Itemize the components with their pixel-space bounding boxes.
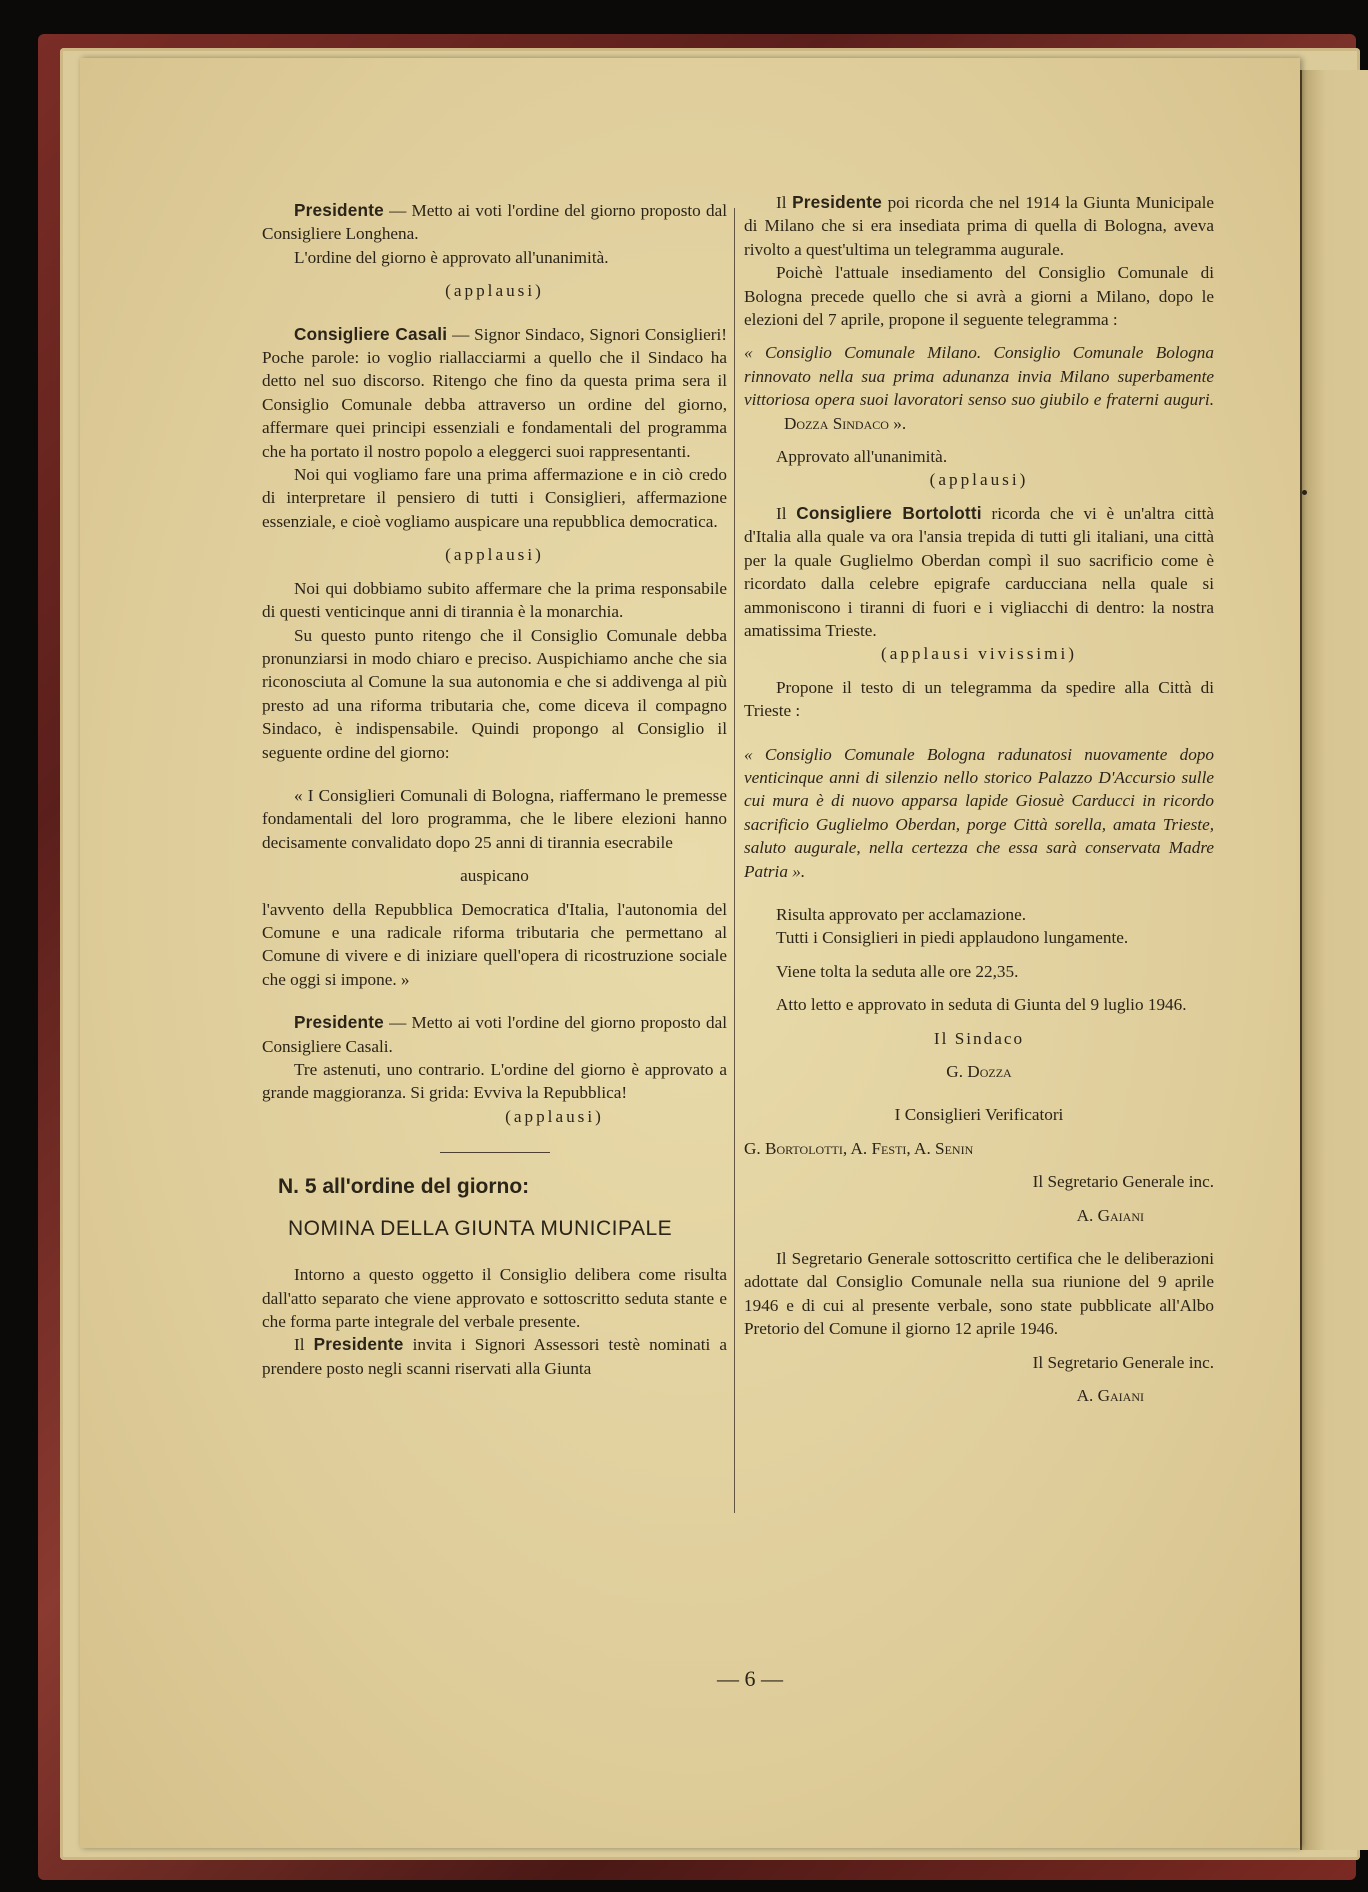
paragraph: Intorno a questo oggetto il Consiglio delibera come risulta dall'atto separato che viene approvato e sottoscritto seduta stante e che forma parte integrale del verbale presente.: [262, 1265, 727, 1332]
paragraph: Atto letto e approvato in seduta di Giunta del 9 luglio 1946.: [776, 995, 1187, 1015]
paragraph: [744, 502, 1214, 642]
speaker-name: Presidente: [294, 1012, 384, 1033]
signature-name: A. Gaiani: [1076, 1205, 1144, 1225]
right-column: [744, 191, 1214, 1407]
signature-title: Il Segretario Generale inc.: [1032, 1172, 1214, 1192]
paragraph: Risulta approvato per acclamazione.: [776, 904, 1027, 924]
paragraph-text: invita i Signori Assessori testè nominati a prendere posto negli scanni riservati alla Giunta: [262, 1335, 728, 1378]
agenda-heading: N. 5 all'ordine del giorno:: [278, 1175, 530, 1199]
signature-name: G. Dozza: [946, 1062, 1012, 1081]
paragraph-text: — Signor Sindaco, Signori Consiglieri! Poche parole: io voglio riallacciarmi a quello che il Sindaco ha detto nel suo discorso. Ritengo che fino da questa prima sera il Consiglio Comunale debba attraverso un ordine del giorno, affermare quei principi essenziali e fondamentali del programma che ha portato il nostro popolo a eleggerci suoi rappresentanti.: [262, 324, 727, 461]
paragraph-text: — Metto ai voti l'ordine del giorno proposto dal Consigliere Longhena.: [262, 201, 727, 244]
paragraph: [262, 1333, 727, 1380]
paragraph: Viene tolta la seduta alle ore 22,35.: [776, 961, 1019, 981]
paragraph-text: — Metto ai voti l'ordine del giorno proposto dal Consigliere Casali.: [262, 1013, 727, 1056]
applause-note: (applausi): [929, 470, 1029, 490]
paragraph-text: ricorda che vi è un'altra città d'Italia alla quale va ora l'ansia trepida di tutti gli italiani, una città per la quale Guglielmo Oberdan compì il suo sacrificio come è ricordato dalla celebre epigrafe carducciana nella quale si ammoniscono i tiranni di fuori e i vigliacchi di dentro: la nostra amatissima Trieste.: [744, 503, 1215, 640]
agenda-subheading: NOMINA DELLA GIUNTA MUNICIPALE: [288, 1217, 673, 1241]
paragraph: Approvato all'unanimità.: [776, 447, 948, 467]
motion-quote-verb: auspicano: [460, 866, 529, 886]
motion-quote: « I Consiglieri Comunali di Bologna, riaffermano le premesse fondamentali del loro programma, che le libere elezioni hanno decisamente convalidato dopo 25 anni di tirannia esecrabile: [262, 785, 727, 852]
paragraph-text: Il: [776, 503, 797, 523]
signature-title: Il Sindaco: [933, 1028, 1025, 1048]
paragraph: Noi qui vogliamo fare una prima affermazione e in ciò credo di interpretare il pensiero di tutti i Consiglieri, affermazione essenziale, e cioè vogliamo auspicare una repubblica democratica.: [262, 465, 727, 531]
paragraph-text: Il: [294, 1335, 314, 1355]
telegram-signature: Dozza Sindaco ».: [784, 413, 907, 433]
column-divider: [734, 208, 735, 1513]
telegram-quote: « Consiglio Comunale Bologna radunatosi nuovamente dopo venticinque anni di silenzio nello storico Palazzo D'Accursio sulle cui mura è di nuovo apparsa lapide Giosuè Carducci in ricordo sacrificio Guglielmo Oberdan, porge Città sorella, amata Trieste, saluto augurale, nella certezza che essa sarà conservata Madre Patria ».: [744, 744, 1214, 881]
speaker-name: Presidente: [792, 192, 882, 212]
paragraph-text: Il: [776, 193, 793, 212]
telegram-text: « Consiglio Comunale Milano. Consiglio Comunale Bologna rinnovato nella sua prima adunanza invia Milano superbamente vittoriosa opera suoi lavoratori senso suo giubilo e fraterni auguri.: [744, 343, 1214, 410]
applause-note: (applausi): [505, 1106, 604, 1126]
paragraph: [262, 199, 727, 246]
paragraph: Il Segretario Generale sottoscritto certifica che le deliberazioni adottate dal Consiglio Comunale nella sua riunione del 9 aprile 1946 e di cui al presente verbale, sono state pubblicate all'Albo Pretorio del Comune il giorno 12 aprile 1946.: [744, 1249, 1214, 1339]
speaker-name: Presidente: [313, 1334, 404, 1355]
telegram-quote: [744, 341, 1214, 435]
paragraph: Propone il testo di un telegramma da spedire alla Città di Trieste :: [744, 677, 1214, 721]
speaker-name: Consigliere Bortolotti: [796, 502, 982, 523]
ink-dot: [1302, 490, 1307, 495]
speaker-name: Consigliere Casali: [294, 323, 448, 344]
paragraph: L'ordine del giorno è approvato all'unanimità.: [294, 247, 609, 267]
signature-title: Il Segretario Generale inc.: [1032, 1352, 1214, 1372]
right-page-edge: [1300, 70, 1368, 1850]
applause-note: (applausi): [445, 281, 544, 301]
signature-title: I Consiglieri Verificatori: [894, 1105, 1064, 1125]
paragraph-text: poi ricorda che nel 1914 la Giunta Municipale di Milano che si era insediata prima di quella di Bologna, aveva rivolto a quest'ultima un telegramma augurale.: [744, 193, 1215, 259]
paragraph: Tutti i Consiglieri in piedi applaudono lungamente.: [776, 928, 1129, 948]
paragraph: [262, 1011, 727, 1058]
paragraph: Noi qui dobbiamo subito affermare che la prima responsabile di questi venticinque anni di tirannia è la monarchia.: [262, 578, 727, 622]
paragraph: [262, 323, 727, 463]
paragraph: Poichè l'attuale insediamento del Consiglio Comunale di Bologna precede quello che si avrà a giorni a Milano, dopo le elezioni del 7 aprile, propone il seguente telegramma :: [744, 263, 1214, 330]
signature-names: G. Bortolotti, A. Festi, A. Senin: [744, 1138, 974, 1158]
left-column: [262, 199, 727, 1380]
paragraph: Tre astenuti, uno contrario. L'ordine del giorno è approvato a grande maggioranza. Si grida: Evviva la Repubblica!: [262, 1060, 727, 1103]
applause-note: (applausi vivissimi): [880, 644, 1078, 664]
applause-note: (applausi): [445, 545, 544, 565]
paragraph: Su questo punto ritengo che il Consiglio Comunale debba pronunziarsi in modo chiaro e preciso. Auspichiamo anche che sia riconosciuta al Comune la sua autonomia e che si addivenga al più presto ad una riforma tributaria che, come diceva il compagno Sindaco, è indispensabile. Quindi propongo al Consiglio il seguente ordine del giorno:: [262, 625, 727, 762]
page-number: — 6 —: [717, 1666, 783, 1691]
speaker-name: Presidente: [294, 200, 384, 220]
motion-quote: l'avvento della Repubblica Democratica d'Italia, l'autonomia del Comune e una radicale riforma tributaria che permettano al Comune di vivere e di iniziare quell'opera di ricostruzione sociale che oggi si impone. »: [262, 899, 727, 989]
paragraph: [744, 191, 1214, 261]
signature-name: A. Gaiani: [1076, 1386, 1144, 1406]
section-rule: [440, 1152, 550, 1153]
